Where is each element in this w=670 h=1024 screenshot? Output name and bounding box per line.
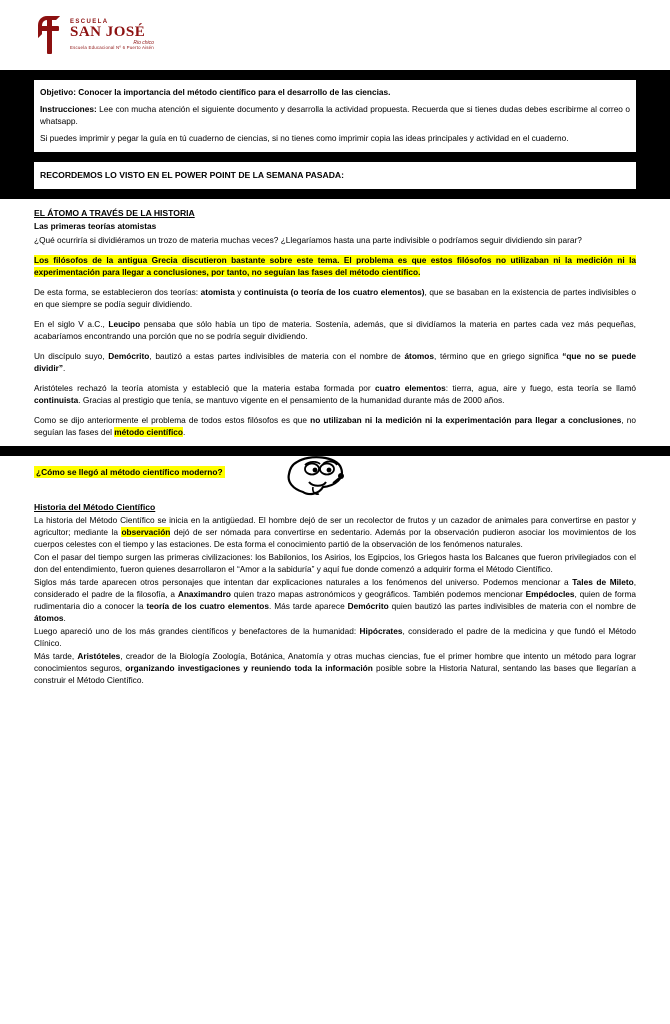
summary-bold: no utilizaban ni la medición ni la experimentación para llegar a conclusiones xyxy=(310,414,622,425)
aristoteles-c: : tierra, agua, aire y fuego, esta teoría se llamó xyxy=(445,382,637,393)
empedocles: Empédocles xyxy=(525,588,575,599)
logo-line-name: SAN JOSÉ xyxy=(70,24,146,41)
history-p1-a: La historia del Método Científico se inicia en la antigüedad. El hombre dejó de ser un recolector de frutos y un cazador de animales para convertirse en pastor y agricultor; mediante la xyxy=(34,514,636,537)
logo-line-escuela: ESCUELA xyxy=(70,19,109,26)
history-paragraph-2: Con el pasar del tiempo surgen las primeras civilizaciones: los Babilonios, los Asirios, los Egipcios, los Griegos hasta los Balcanes que fueron privilegiados con el don del entendimiento, fueron quienes desarrollaron el “Amor a la sabiduría” y aquí fue donde comenzó a adquirir forma el Método Científico. xyxy=(34,551,636,574)
instructions-line xyxy=(40,103,630,127)
two-theories-continuista: continuista (o teoría de los cuatro elementos) xyxy=(243,286,425,297)
summary-e: . xyxy=(182,426,186,437)
document-header xyxy=(0,0,670,70)
history-paragraph-5 xyxy=(34,650,636,686)
aristoteles-a: Aristóteles rechazó la teoría atomista y estableció que la materia estaba formada por xyxy=(34,382,376,393)
democrito-e: , término que en griego significa xyxy=(433,350,563,361)
summary-paragraph xyxy=(34,414,636,438)
mid-black-bar-3 xyxy=(0,446,670,456)
two-theories-c: y xyxy=(234,286,244,297)
democrito-atomos: átomos xyxy=(404,350,434,361)
modern-question-section xyxy=(0,456,670,502)
school-logo xyxy=(34,14,670,56)
objective-label: Objetivo: xyxy=(40,87,76,97)
history-p3-c: , considerado el padre de la filosofía, a xyxy=(34,576,636,599)
doodle-row xyxy=(34,456,636,502)
recordemos-title: RECORDEMOS LO VISTO EN EL POWER POINT DE LA SEMANA PASADA: xyxy=(40,170,344,181)
democrito-g: . xyxy=(63,362,66,373)
two-theories-paragraph xyxy=(34,286,636,310)
aristoteles-paragraph xyxy=(34,382,636,406)
summary-a: Como se dijo anteriormente el problema de todos estos filósofos es que xyxy=(34,414,311,425)
atomos-history: átomos xyxy=(34,612,64,623)
democrito-name: Demócrito xyxy=(108,350,150,361)
top-black-bar xyxy=(0,70,670,80)
organizando-investigaciones: organizando investigaciones y reuniendo toda la información xyxy=(125,662,373,673)
history-section-title: Historia del Método Científico xyxy=(34,501,156,512)
two-theories-atomista: atomista xyxy=(200,286,235,297)
greek-philosophers-text: Los filósofos de la antigua Grecia discutieron bastante sobre este tema. El problema es que estos filósofos no utilizaban ni la medición ni la experimentación para llegar a conclusiones, por tanto, no seguían las fases del método científico. xyxy=(34,254,636,277)
instructions-label: Instrucciones: xyxy=(40,104,97,115)
objective-band xyxy=(0,80,670,152)
leucipo-paragraph xyxy=(34,318,636,342)
atom-intro-paragraph: ¿Qué ocurriría si dividiéramos un trozo de materia muchas veces? ¿Llegaríamos hasta una parte indivisible o podríamos seguir dividiendo sin parar? xyxy=(34,234,582,245)
print-note: Si puedes imprimir y pegar la guía en tú cuaderno de ciencias, si no tienes como imprimir copia las ideas principales y actividad en el cuaderno. xyxy=(40,133,569,144)
summary-c: , no seguían las fases del xyxy=(34,414,637,437)
objective-text: Conocer la importancia del método científico para el desarrollo de las ciencias. xyxy=(75,87,391,97)
history-p5-c: , creador de la Biología Zoología, Botánica, Anatomía y otras muchas ciencias, fue el primer hombre que intento un método para lograr conocimientos seguros, xyxy=(34,650,636,673)
democrito-a: Un discípulo suyo, xyxy=(34,350,109,361)
two-theories-e: , que se basaban en la existencia de partes indivisibles o en que siempre se podía seguir dividiendo. xyxy=(34,286,636,309)
objective-box xyxy=(34,80,636,152)
main-content xyxy=(0,199,670,438)
cross-icon xyxy=(34,14,64,56)
history-paragraph-3 xyxy=(34,576,636,624)
history-p5-e: posible sobre la Historia Natural, sentando las bases que llegarían a construir el Método Científico. xyxy=(34,662,636,685)
history-p1-c: dejó de ser nómada para convertirse en sedentario. Además por la observación pudieron asociar los movimientos de los cuerpos celestes con el tiempo y las estaciones. De esta forma el conocimiento partió de la observación de los fenómenos naturales. xyxy=(34,526,637,549)
logo-line-subtitle: Escuela Educacional Nº 6 Puerto Aisén xyxy=(70,45,154,51)
democrito-quote: “que no se puede dividir” xyxy=(34,350,637,373)
thinking-face-doodle xyxy=(279,456,359,507)
teoria-cuatro-elementos: teoría de los cuatro elementos xyxy=(146,600,269,611)
greek-philosophers-highlight xyxy=(34,254,636,278)
leucipo-a: En el siglo V a.C., xyxy=(34,318,109,329)
history-p3-g: , quien de forma rudimentaria dio a conocer la xyxy=(34,588,637,611)
hipocrates: Hipócrates xyxy=(359,625,403,636)
history-paragraph-4 xyxy=(34,625,636,649)
aristoteles-e: . Gracias al prestigio que tenía, se mantuvo vigente en el pensamiento de la humanidad durante más de 2000 años. xyxy=(78,394,505,405)
modern-question: ¿Cómo se llegó al método científico moderno? xyxy=(36,466,223,477)
logo-line-riochico: Rio chico xyxy=(133,40,154,47)
aristoteles-cuatro-elementos: cuatro elementos xyxy=(375,382,446,393)
summary-metodo-cientifico: método científico xyxy=(114,426,183,437)
leucipo-c: pensaba que sólo había un tipo de materia. Sostenía, además, que si dividíamos la materia en partes cada vez más pequeñas, acabaríamos encontrando una porción que no se podría seguir dividiendo. xyxy=(34,318,636,341)
mid-black-bar-2 xyxy=(0,189,670,199)
aristoteles-history: Aristóteles xyxy=(77,650,121,661)
history-p3-a: Siglos más tarde aparecen otros personajes que intentan dar explicaciones naturales a los fenómenos del universo. Podemos mencionar a xyxy=(34,576,573,587)
democrito-history: Demócrito xyxy=(347,600,389,611)
leucipo-name: Leucipo xyxy=(108,318,141,329)
history-section xyxy=(0,502,670,686)
history-p4-a: Luego apareció uno de los más grandes científicos y benefactores de la humanidad: xyxy=(34,625,360,636)
recordemos-band xyxy=(0,162,670,188)
tales-de-mileto: Tales de Mileto xyxy=(572,576,634,587)
atom-section-title: EL ÁTOMO A TRAVÉS DE LA HISTORIA xyxy=(34,207,195,218)
history-paragraph-1 xyxy=(34,514,636,550)
history-p3-k: quien bautizó las partes indivisibles de materia con el nombre de xyxy=(388,600,636,611)
democrito-c: , bautizó a estas partes indivisibles de materia con el nombre de xyxy=(149,350,405,361)
atom-subsection-title: Las primeras teorías atomistas xyxy=(34,220,157,231)
history-p3-m: . xyxy=(63,612,66,623)
two-theories-a: De esta forma, se establecieron dos teorías: xyxy=(34,286,201,297)
logo-text xyxy=(70,19,154,51)
instructions-text: Lee con mucha atención el siguiente documento y desarrolla la actividad propuesta. Recuerda que si tienes dudas debes escribirme al correo o whatsapp. xyxy=(40,104,630,127)
aristoteles-continuista: continuista xyxy=(34,394,79,405)
history-p3-i: . Más tarde aparece xyxy=(268,600,348,611)
mid-black-bar-1 xyxy=(0,152,670,162)
history-observacion: observación xyxy=(121,526,171,537)
anaximandro: Anaximandro xyxy=(177,588,231,599)
recordemos-box xyxy=(34,162,636,188)
history-p4-c: , considerado el padre de la medicina y que fundó el Método Clínico. xyxy=(34,625,636,648)
history-p3-e: quien trazo mapas astronómicos y geográficos. También podemos mencionar xyxy=(230,588,526,599)
objective-line xyxy=(40,86,630,98)
history-p5-a: Más tarde, xyxy=(34,650,78,661)
democrito-paragraph xyxy=(34,350,636,374)
